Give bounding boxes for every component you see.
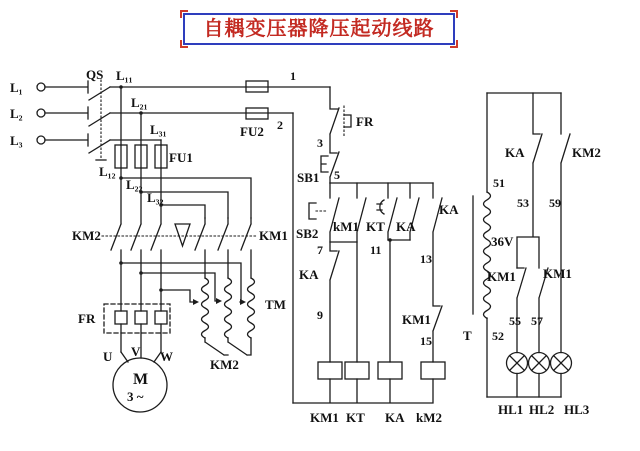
fr-thermal-icon — [344, 115, 351, 127]
lamp-hl2 — [529, 353, 550, 374]
t-transformer-winding — [484, 192, 491, 318]
kt-coil — [345, 362, 369, 379]
wire-2: 2 — [277, 118, 283, 132]
phase-l3-label: L₃ — [10, 133, 23, 148]
hl2-label: HL2 — [529, 402, 555, 417]
km2-star-contacts — [205, 338, 251, 355]
tm-winding — [248, 278, 255, 338]
interlock-triangle-icon — [175, 224, 190, 246]
wire-l31-label: L₃₁ — [150, 122, 167, 137]
lamp-circuit — [463, 93, 601, 417]
km1-aux-label: kM1 — [333, 219, 359, 234]
km2-star-label: KM2 — [210, 357, 239, 372]
wire-51: 51 — [493, 176, 505, 190]
km2-coil — [421, 362, 445, 379]
fu2-label: FU2 — [240, 124, 264, 139]
wire-3: 3 — [317, 136, 323, 150]
page-title: 自耦变压器降压起动线路 — [203, 18, 435, 40]
wire-13: 13 — [420, 252, 432, 266]
wire-5: 5 — [334, 168, 340, 182]
fr-overload-box — [104, 304, 170, 333]
t-transformer-label: T — [463, 328, 472, 343]
tap-arrow-icon — [193, 299, 199, 305]
fr-heater — [135, 311, 147, 324]
lamp-hl1 — [507, 353, 528, 374]
km2-coil-label: kM2 — [416, 410, 442, 425]
fr-contact-label: FR — [356, 114, 374, 129]
wire-57: 57 — [531, 314, 543, 328]
t-voltage-label: 36V — [491, 234, 514, 249]
fr-heater — [155, 311, 167, 324]
hl1-label: HL1 — [498, 402, 524, 417]
qs-switch — [45, 81, 110, 153]
wire-l11-label: L₁₁ — [116, 68, 133, 83]
ka-lamp-contact — [517, 93, 542, 268]
ka-lamp-label: KA — [505, 145, 525, 160]
km1-nc-lamp-contact — [517, 268, 526, 353]
fr-heater — [115, 311, 127, 324]
wire-55: 55 — [509, 314, 521, 328]
wire-9: 9 — [317, 308, 323, 322]
ka-coil — [378, 362, 402, 379]
fu1-label: FU1 — [169, 150, 193, 165]
ka-branch-label: KA — [439, 202, 459, 217]
wire-7: 7 — [317, 243, 323, 257]
km1-selfhold-contact — [357, 183, 366, 362]
wire-15: 15 — [420, 334, 432, 348]
km1-no-lamp-label: KM1 — [543, 266, 572, 281]
motor-terminal-w: W — [160, 349, 173, 364]
wire-l12-label: L₁₂ — [99, 164, 116, 179]
phase-l2-label: L₂ — [10, 106, 23, 121]
wire-59: 59 — [549, 196, 561, 210]
ka-coil-label: KA — [385, 410, 405, 425]
qs-label: QS — [86, 67, 104, 82]
wire-1: 1 — [290, 69, 296, 83]
wire-l32-label: L₃₂ — [147, 190, 164, 205]
motor-terminal-u: U — [103, 349, 113, 364]
km1-coil-label: KM1 — [310, 410, 339, 425]
kt-delay-icon — [377, 200, 384, 214]
fr-nc-contact — [330, 87, 339, 152]
tap-arrow-icon — [240, 299, 246, 305]
km1-main-label: KM1 — [259, 228, 288, 243]
coil-return-bus — [293, 379, 433, 403]
sb2-label: SB2 — [296, 226, 319, 241]
control-circuit — [240, 69, 459, 425]
tm-winding — [225, 278, 232, 338]
km1-main-contacts — [195, 218, 251, 278]
hl3-label: HL3 — [564, 402, 590, 417]
terminal-l1 — [37, 83, 45, 91]
wire-52: 52 — [492, 329, 504, 343]
km1-nc-lamp-label: KM1 — [487, 269, 516, 284]
km1-interlock-label: KM1 — [402, 312, 431, 327]
tap-arrow-icon — [216, 298, 222, 304]
wire-l22-label: L₂₂ — [126, 177, 143, 192]
km1-coil — [318, 362, 342, 379]
wire-11-path — [388, 240, 410, 362]
ka-nc-label: KA — [299, 267, 319, 282]
motor-terminal-v: V — [131, 344, 141, 359]
ka-contact-label: KA — [396, 219, 416, 234]
motor-letter: M — [133, 371, 149, 388]
terminal-l3 — [37, 136, 45, 144]
wire-11: 11 — [370, 243, 382, 257]
km2-lamp-label: KM2 — [572, 145, 601, 160]
tm-winding — [202, 278, 209, 338]
lamp-hl3 — [551, 353, 572, 374]
kt-coil-label: KT — [346, 410, 365, 425]
ka-nc-contact — [330, 242, 357, 362]
tm-label: TM — [265, 297, 286, 312]
terminal-l2 — [37, 109, 45, 117]
phase-l1-label: L₁ — [10, 80, 23, 95]
kt-contact-label: KT — [366, 219, 385, 234]
km2-lamp-contact — [561, 93, 570, 353]
wire-53: 53 — [517, 196, 529, 210]
tap-wires — [121, 263, 241, 302]
km2-main-label: KM2 — [72, 228, 101, 243]
sb1-label: SB1 — [297, 170, 320, 185]
wire-l21-label: L₂₁ — [131, 95, 148, 110]
motor-phase: 3 ~ — [127, 389, 144, 404]
fr-label: FR — [78, 311, 96, 326]
